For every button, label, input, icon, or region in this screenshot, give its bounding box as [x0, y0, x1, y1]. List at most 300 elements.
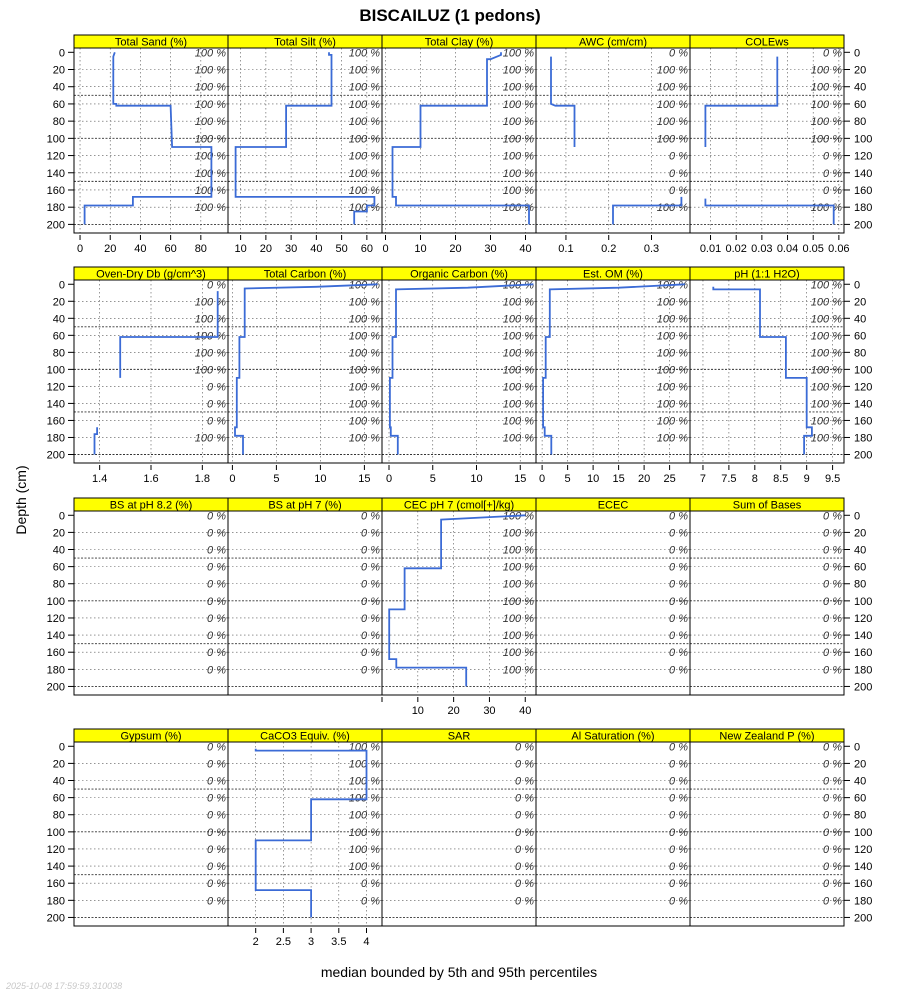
x-tick-label: 20 [104, 243, 117, 255]
pct-label: 0 % [669, 544, 688, 557]
pct-label: 100 % [502, 150, 534, 163]
x-tick-label: 0.1 [558, 243, 574, 255]
y-tick-label-right: 80 [854, 347, 867, 360]
pct-label: 0 % [823, 843, 842, 856]
x-tick-label: 0 [385, 473, 393, 485]
panel-strip-label: Total Sand (%) [114, 36, 188, 49]
y-tick-label-right: 0 [854, 47, 861, 60]
x-tick-label: 25 [663, 473, 676, 485]
y-tick-label-left: 120 [46, 381, 65, 394]
x-axis-label: median bounded by 5th and 95th percentiles [320, 964, 598, 980]
y-tick-label-right: 140 [854, 398, 873, 411]
pct-label: 100 % [656, 381, 688, 394]
pct-label: 100 % [194, 364, 226, 377]
pct-label: 0 % [207, 826, 226, 839]
pct-label: 0 % [823, 578, 842, 591]
pct-label: 0 % [207, 578, 226, 591]
x-tick-label: 10 [470, 473, 483, 485]
panel-strip-label: Est. OM (%) [583, 268, 643, 281]
y-tick-label-right: 20 [854, 527, 867, 540]
pct-label: 100 % [194, 64, 226, 77]
pct-label: 100 % [348, 347, 380, 360]
pct-label: 0 % [823, 544, 842, 557]
panel-5 [690, 35, 850, 255]
panel-frame [536, 511, 690, 695]
pct-label: 100 % [810, 81, 842, 94]
x-tick-label: 15 [514, 473, 527, 485]
y-tick-label-right: 120 [854, 150, 873, 163]
pct-label: 100 % [348, 167, 380, 180]
pct-label: 0 % [669, 792, 688, 805]
pct-label: 0 % [207, 647, 226, 660]
panel-strip-label: CEC pH 7 (cmol[+]/kg) [403, 499, 515, 512]
pct-label: 0 % [207, 741, 226, 754]
pct-label: 0 % [207, 381, 226, 394]
pct-label: 100 % [810, 398, 842, 411]
y-tick-label-left: 200 [46, 449, 65, 462]
y-tick-label-right: 0 [854, 741, 861, 754]
pct-label: 100 % [348, 775, 380, 788]
y-tick-label-right: 80 [854, 809, 867, 822]
pct-label: 0 % [361, 561, 380, 574]
pct-label: 100 % [502, 81, 534, 94]
pct-label: 100 % [502, 544, 534, 557]
pct-label: 0 % [515, 792, 534, 805]
y-tick-label-left: 120 [46, 150, 65, 163]
pct-label: 100 % [810, 116, 842, 129]
panel-9 [536, 267, 690, 485]
pct-label: 0 % [669, 184, 688, 197]
panel-strip-label: COLEws [745, 36, 789, 49]
y-tick-label-left: 140 [46, 167, 65, 180]
pct-label: 0 % [823, 630, 842, 643]
pct-label: 100 % [502, 398, 534, 411]
pct-label: 0 % [515, 775, 534, 788]
pct-label: 100 % [656, 81, 688, 94]
x-tick-label: 20 [259, 243, 272, 255]
x-tick-label: 8 [751, 473, 758, 485]
pct-label: 100 % [348, 381, 380, 394]
pct-label: 0 % [669, 150, 688, 163]
median-profile-line [551, 57, 575, 147]
x-tick-label: 80 [194, 243, 207, 255]
pct-label: 100 % [656, 296, 688, 309]
pct-label: 0 % [823, 861, 842, 874]
pct-label: 0 % [669, 510, 688, 523]
x-tick-label: 0 [382, 243, 389, 255]
y-tick-label-right: 140 [854, 861, 873, 874]
pct-label: 100 % [656, 398, 688, 411]
y-tick-label-right: 60 [854, 330, 867, 343]
y-tick-label-left: 0 [58, 741, 65, 754]
panel-frame [536, 742, 690, 926]
panel-strip-label: CaCO3 Equiv. (%) [260, 730, 350, 743]
x-tick-label: 0.3 [643, 243, 660, 255]
pct-label: 0 % [207, 895, 226, 908]
pct-label: 0 % [823, 775, 842, 788]
y-tick-label-right: 140 [854, 167, 873, 180]
y-tick-label-left: 180 [46, 202, 65, 215]
x-tick-label: 30 [284, 243, 298, 255]
pct-label: 0 % [669, 561, 688, 574]
panel-strip-label: Total Carbon (%) [263, 268, 347, 281]
y-tick-label-left: 60 [52, 561, 65, 574]
y-tick-label-left: 60 [52, 330, 65, 343]
pct-label: 100 % [502, 647, 534, 660]
panel-14 [536, 498, 690, 695]
pct-label: 0 % [361, 664, 380, 677]
pct-label: 100 % [348, 184, 380, 197]
pct-label: 100 % [656, 347, 688, 360]
y-tick-label-left: 160 [46, 647, 65, 660]
pct-label: 100 % [502, 347, 534, 360]
y-tick-label-right: 200 [854, 219, 873, 232]
x-tick-label: 10 [411, 705, 424, 717]
panel-8 [382, 267, 536, 485]
y-tick-label-right: 60 [854, 98, 867, 111]
pct-label: 100 % [348, 47, 380, 60]
y-tick-label-left: 120 [46, 612, 65, 625]
y-tick-label-left: 0 [58, 279, 65, 292]
pct-label: 0 % [669, 895, 688, 908]
pct-label: 0 % [207, 809, 226, 822]
pct-label: 100 % [502, 133, 534, 146]
x-tick-label: 0 [229, 473, 236, 485]
pct-label: 100 % [502, 510, 534, 523]
y-tick-label-right: 160 [854, 647, 873, 660]
pct-label: 100 % [502, 664, 534, 677]
x-tick-label: 30 [483, 705, 496, 717]
pct-label: 100 % [810, 133, 842, 146]
pct-label: 0 % [207, 527, 226, 540]
panel-6 [74, 267, 228, 485]
y-tick-label-left: 140 [46, 861, 65, 874]
pct-label: 0 % [361, 578, 380, 591]
panel-12 [228, 498, 382, 695]
x-tick-label: 50 [335, 243, 348, 255]
x-tick-label: 3 [308, 936, 315, 948]
y-tick-label-left: 200 [46, 681, 65, 694]
pct-label: 0 % [669, 826, 688, 839]
panel-strip-label: BS at pH 8.2 (%) [109, 499, 193, 512]
pct-label: 100 % [656, 116, 688, 129]
x-tick-label: 2 [252, 936, 259, 948]
pct-label: 100 % [348, 150, 380, 163]
pct-label: 100 % [348, 296, 380, 309]
pct-label: 100 % [810, 415, 842, 428]
panel-19 [536, 729, 690, 926]
panel-strip-label: AWC (cm/cm) [578, 36, 648, 49]
y-tick-label-right: 160 [854, 184, 873, 197]
pct-label: 0 % [207, 510, 226, 523]
pct-label: 0 % [207, 664, 226, 677]
pct-label: 0 % [669, 47, 688, 60]
pct-label: 100 % [194, 347, 226, 360]
pct-label: 0 % [823, 792, 842, 805]
pct-label: 0 % [669, 167, 688, 180]
y-tick-label-right: 20 [854, 296, 867, 309]
x-tick-label: 15 [358, 473, 371, 485]
x-tick-label: 3.5 [331, 936, 347, 948]
y-tick-label-right: 160 [854, 878, 873, 891]
pct-label: 100 % [194, 47, 226, 60]
pct-label: 100 % [656, 330, 688, 343]
x-tick-label: 2.5 [275, 936, 292, 948]
y-tick-label-left: 140 [46, 630, 65, 643]
pct-label: 100 % [348, 432, 380, 445]
pct-label: 0 % [669, 843, 688, 856]
panel-11 [74, 498, 228, 695]
y-tick-label-left: 100 [46, 133, 65, 146]
pct-label: 100 % [348, 758, 380, 771]
pct-label: 0 % [515, 843, 534, 856]
pct-label: 100 % [810, 330, 842, 343]
panel-1 [74, 35, 228, 255]
pct-label: 100 % [194, 202, 226, 215]
timestamp: 2025-10-08 17:59:59.310038 [6, 981, 123, 991]
panel-strip-label: BS at pH 7 (%) [268, 499, 342, 512]
y-tick-label-right: 80 [854, 116, 867, 129]
y-tick-label-left: 120 [46, 843, 65, 856]
pct-label: 100 % [810, 296, 842, 309]
pct-label: 100 % [194, 150, 226, 163]
pct-label: 0 % [823, 647, 842, 660]
pct-label: 100 % [348, 415, 380, 428]
pct-label: 100 % [810, 279, 842, 292]
pct-label: 100 % [502, 64, 534, 77]
pct-label: 100 % [656, 279, 688, 292]
pct-label: 100 % [656, 133, 688, 146]
x-tick-label: 0.04 [776, 243, 799, 255]
y-tick-label-left: 100 [46, 595, 65, 608]
pct-label: 0 % [669, 527, 688, 540]
pct-label: 0 % [823, 878, 842, 891]
y-tick-label-right: 180 [854, 202, 873, 215]
y-tick-label-right: 80 [854, 578, 867, 591]
pct-label: 100 % [348, 330, 380, 343]
panel-strip-label: Oven-Dry Db (g/cm^3) [96, 268, 206, 281]
pct-label: 100 % [810, 313, 842, 326]
pct-label: 0 % [823, 809, 842, 822]
pct-label: 100 % [194, 98, 226, 111]
pct-label: 0 % [361, 527, 380, 540]
pct-label: 100 % [194, 167, 226, 180]
pct-label: 100 % [810, 381, 842, 394]
pct-label: 100 % [348, 64, 380, 77]
y-tick-label-left: 160 [46, 415, 65, 428]
y-tick-label-right: 40 [854, 775, 867, 788]
pct-label: 100 % [656, 64, 688, 77]
x-tick-label: 0.02 [725, 243, 747, 255]
pct-label: 0 % [823, 895, 842, 908]
x-tick-label: 1.4 [92, 473, 108, 485]
pct-label: 100 % [810, 364, 842, 377]
x-tick-label: 4 [363, 936, 370, 948]
pct-label: 100 % [656, 364, 688, 377]
pct-label: 0 % [823, 510, 842, 523]
pct-label: 100 % [194, 81, 226, 94]
y-tick-label-right: 40 [854, 81, 867, 94]
pct-label: 100 % [194, 116, 226, 129]
x-tick-label: 0.03 [751, 243, 773, 255]
pct-label: 100 % [348, 809, 380, 822]
x-tick-label: 1.8 [194, 473, 210, 485]
pct-label: 0 % [515, 895, 534, 908]
pct-label: 100 % [502, 595, 534, 608]
panel-4 [536, 35, 690, 255]
pct-label: 0 % [669, 647, 688, 660]
x-tick-label: 0 [76, 243, 84, 255]
y-tick-label-right: 20 [854, 758, 867, 771]
y-tick-label-right: 40 [854, 313, 867, 326]
y-tick-label-right: 180 [854, 432, 873, 445]
x-tick-label: 10 [586, 473, 600, 485]
pct-label: 0 % [823, 47, 842, 60]
y-tick-label-left: 0 [58, 47, 65, 60]
pct-label: 100 % [810, 347, 842, 360]
pct-label: 0 % [207, 775, 226, 788]
pct-label: 0 % [669, 612, 688, 625]
pct-label: 0 % [823, 167, 842, 180]
pct-label: 100 % [502, 202, 534, 215]
pct-label: 100 % [348, 133, 380, 146]
x-tick-label: 5 [273, 473, 280, 485]
y-tick-label-right: 160 [854, 415, 873, 428]
pct-label: 100 % [194, 296, 226, 309]
panel-18 [382, 729, 536, 926]
panel-17 [228, 729, 382, 948]
pct-label: 0 % [823, 184, 842, 197]
y-tick-label-left: 160 [46, 878, 65, 891]
y-tick-label-left: 80 [52, 116, 65, 129]
x-tick-label: 40 [310, 243, 323, 255]
y-tick-label-right: 0 [854, 510, 861, 523]
pct-label: 100 % [810, 202, 842, 215]
y-tick-label-right: 200 [854, 681, 873, 694]
pct-label: 100 % [348, 826, 380, 839]
pct-label: 0 % [669, 758, 688, 771]
y-tick-label-right: 120 [854, 612, 873, 625]
x-tick-label: 0 [539, 473, 546, 485]
y-tick-label-right: 100 [854, 826, 873, 839]
panel-frame [74, 742, 228, 926]
pct-label: 100 % [348, 98, 380, 111]
y-tick-label-right: 20 [854, 64, 867, 77]
pct-label: 0 % [207, 861, 226, 874]
x-tick-label: 7.5 [721, 473, 737, 485]
pct-label: 100 % [502, 296, 534, 309]
pct-label: 0 % [823, 595, 842, 608]
pct-label: 100 % [502, 432, 534, 445]
y-tick-label-left: 180 [46, 664, 65, 677]
pct-label: 0 % [361, 544, 380, 557]
pct-label: 0 % [361, 595, 380, 608]
pct-label: 0 % [515, 878, 534, 891]
pct-label: 100 % [194, 184, 226, 197]
pct-label: 100 % [502, 415, 534, 428]
x-tick-label: 20 [637, 473, 651, 485]
median-profile-line [705, 57, 777, 147]
pct-label: 0 % [669, 741, 688, 754]
y-tick-label-left: 180 [46, 432, 65, 445]
pct-label: 100 % [502, 313, 534, 326]
pct-label: 0 % [669, 775, 688, 788]
pct-label: 100 % [502, 330, 534, 343]
pct-label: 0 % [207, 561, 226, 574]
pct-label: 100 % [348, 861, 380, 874]
x-tick-label: 0.05 [802, 243, 824, 255]
pct-label: 100 % [348, 202, 380, 215]
pct-label: 100 % [194, 330, 226, 343]
pct-label: 0 % [669, 809, 688, 822]
x-tick-label: 0.2 [601, 243, 617, 255]
panel-10 [690, 267, 844, 485]
pct-label: 100 % [656, 202, 688, 215]
pct-label: 0 % [361, 630, 380, 643]
pct-label: 100 % [348, 792, 380, 805]
pct-label: 100 % [348, 81, 380, 94]
panel-strip-label: Sum of Bases [732, 499, 802, 512]
pct-label: 100 % [810, 432, 842, 445]
x-tick-label: 10 [234, 243, 247, 255]
y-tick-label-left: 80 [52, 578, 65, 591]
x-tick-label: 60 [164, 243, 177, 255]
pct-label: 0 % [207, 612, 226, 625]
pct-label: 100 % [502, 527, 534, 540]
pct-label: 100 % [810, 98, 842, 111]
x-tick-label: 15 [612, 473, 625, 485]
panel-strip-label: Total Silt (%) [274, 36, 336, 49]
pct-label: 100 % [502, 184, 534, 197]
y-axis-label: Depth (cm) [13, 465, 29, 535]
pct-label: 0 % [207, 544, 226, 557]
y-tick-label-left: 200 [46, 912, 65, 925]
pct-label: 100 % [502, 116, 534, 129]
pct-label: 100 % [502, 612, 534, 625]
pct-label: 0 % [669, 630, 688, 643]
x-tick-label: 5 [564, 473, 571, 485]
x-tick-label: 20 [447, 705, 460, 717]
y-tick-label-left: 20 [52, 64, 65, 77]
panel-strip-label: Organic Carbon (%) [410, 268, 508, 281]
panel-strip-label: Total Clay (%) [424, 36, 494, 49]
x-tick-label: 0.06 [828, 243, 850, 255]
pct-label: 0 % [823, 561, 842, 574]
y-tick-label-left: 100 [46, 826, 65, 839]
y-tick-label-left: 40 [52, 81, 65, 94]
y-tick-label-left: 100 [46, 364, 65, 377]
pct-label: 100 % [348, 364, 380, 377]
y-tick-label-right: 100 [854, 133, 873, 146]
pct-label: 0 % [515, 809, 534, 822]
y-tick-label-right: 120 [854, 843, 873, 856]
panel-20 [690, 729, 844, 926]
y-tick-label-left: 20 [52, 296, 65, 309]
pct-label: 0 % [823, 826, 842, 839]
y-tick-label-right: 180 [854, 895, 873, 908]
x-tick-label: 40 [134, 243, 147, 255]
panel-strip-label: Gypsum (%) [120, 730, 182, 743]
y-tick-label-right: 100 [854, 364, 873, 377]
y-tick-label-right: 140 [854, 630, 873, 643]
x-tick-label: 40 [519, 243, 532, 255]
pct-label: 0 % [207, 792, 226, 805]
pct-label: 0 % [669, 578, 688, 591]
pct-label: 100 % [502, 167, 534, 180]
x-tick-label: 60 [360, 243, 373, 255]
y-tick-label-right: 180 [854, 664, 873, 677]
x-tick-label: 40 [519, 705, 532, 717]
